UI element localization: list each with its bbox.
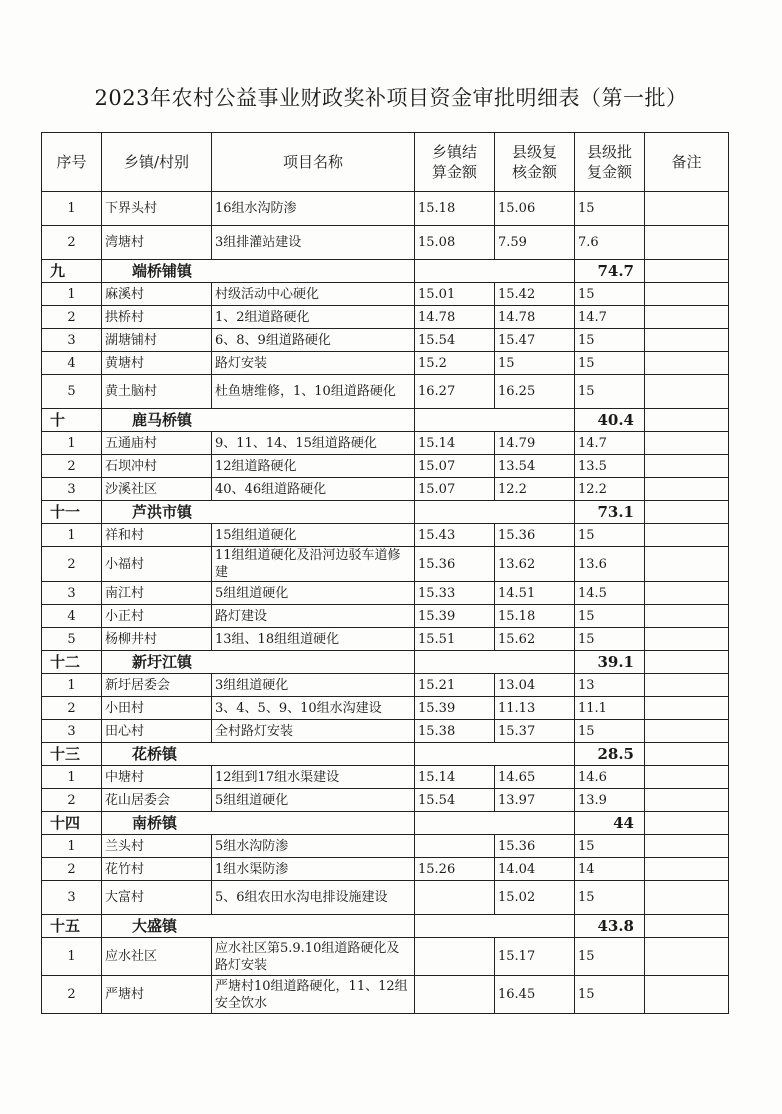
approve-amount: 7.6	[575, 226, 645, 260]
town-blank	[415, 409, 575, 432]
town-number: 十五	[42, 915, 102, 938]
village-name: 湾塘村	[102, 226, 212, 260]
review-amount: 15.36	[495, 835, 575, 858]
town-blank	[415, 915, 575, 938]
row-number: 1	[42, 192, 102, 226]
village-name: 小田村	[102, 697, 212, 720]
approve-amount: 13.9	[575, 789, 645, 812]
town-number: 九	[42, 260, 102, 283]
project-name: 12组到17组水渠建设	[212, 766, 415, 789]
town-total: 43.8	[575, 915, 645, 938]
project-name: 11组组道硬化及沿河边驳车道修建	[212, 547, 415, 582]
row-number: 1	[42, 432, 102, 455]
approve-amount: 12.2	[575, 478, 645, 501]
village-name: 新圩居委会	[102, 674, 212, 697]
project-name: 13组、18组组道硬化	[212, 628, 415, 651]
row-number: 4	[42, 352, 102, 375]
approve-amount: 14.7	[575, 432, 645, 455]
village-name: 黄塘村	[102, 352, 212, 375]
approve-amount: 15	[575, 192, 645, 226]
row-number: 2	[42, 226, 102, 260]
town-row	[42, 812, 729, 835]
note	[645, 352, 729, 375]
village-name: 拱桥村	[102, 306, 212, 329]
village-name: 花竹村	[102, 858, 212, 881]
row-number: 3	[42, 720, 102, 743]
row-number: 2	[42, 697, 102, 720]
town-note	[645, 409, 729, 432]
note	[645, 697, 729, 720]
project-name: 5、6组农田水沟电排设施建设	[212, 881, 415, 915]
town-note	[645, 743, 729, 766]
review-amount: 15.37	[495, 720, 575, 743]
table-row	[42, 605, 729, 628]
town-name: 芦洪市镇	[102, 501, 415, 524]
review-amount: 15.17	[495, 938, 575, 976]
town-blank	[415, 743, 575, 766]
page-title: 2023年农村公益事业财政奖补项目资金审批明细表（第一批）	[94, 86, 688, 110]
settle-amount	[415, 938, 495, 976]
table-row	[42, 192, 729, 226]
header-cell-note: 备注	[645, 133, 729, 192]
settle-amount: 15.18	[415, 192, 495, 226]
approve-amount: 15	[575, 835, 645, 858]
note	[645, 306, 729, 329]
project-name: 路灯建设	[212, 605, 415, 628]
settle-amount: 15.14	[415, 432, 495, 455]
town-blank	[415, 260, 575, 283]
review-amount: 15.47	[495, 329, 575, 352]
row-number: 2	[42, 858, 102, 881]
approve-amount: 13.6	[575, 547, 645, 582]
table-row	[42, 582, 729, 605]
project-name: 5组组道硬化	[212, 582, 415, 605]
town-name: 鹿马桥镇	[102, 409, 415, 432]
settle-amount: 15.51	[415, 628, 495, 651]
approve-amount: 14.6	[575, 766, 645, 789]
review-amount: 11.13	[495, 697, 575, 720]
table-row	[42, 674, 729, 697]
project-name: 1组水渠防渗	[212, 858, 415, 881]
table-body	[42, 192, 729, 1014]
town-note	[645, 260, 729, 283]
village-name: 花山居委会	[102, 789, 212, 812]
settle-amount: 15.07	[415, 455, 495, 478]
note	[645, 524, 729, 547]
row-number: 2	[42, 455, 102, 478]
town-blank	[415, 651, 575, 674]
town-row	[42, 501, 729, 524]
table-row	[42, 547, 729, 582]
settle-amount: 15.01	[415, 283, 495, 306]
row-number: 2	[42, 306, 102, 329]
project-name: 15组组道硬化	[212, 524, 415, 547]
town-total: 39.1	[575, 651, 645, 674]
note	[645, 605, 729, 628]
table-row	[42, 835, 729, 858]
review-amount: 14.51	[495, 582, 575, 605]
approve-amount: 15	[575, 352, 645, 375]
village-name: 中塘村	[102, 766, 212, 789]
table-row	[42, 938, 729, 976]
town-blank	[415, 812, 575, 835]
table-row	[42, 766, 729, 789]
project-name: 3组组道硬化	[212, 674, 415, 697]
table-row	[42, 524, 729, 547]
approve-amount: 15	[575, 329, 645, 352]
settle-amount	[415, 835, 495, 858]
header-cell-project: 项目名称	[212, 133, 415, 192]
village-name: 兰头村	[102, 835, 212, 858]
review-amount: 14.79	[495, 432, 575, 455]
note	[645, 976, 729, 1014]
note	[645, 582, 729, 605]
table-row	[42, 858, 729, 881]
town-row	[42, 409, 729, 432]
note	[645, 789, 729, 812]
village-name: 小福村	[102, 547, 212, 582]
note	[645, 329, 729, 352]
town-number: 十二	[42, 651, 102, 674]
approve-amount: 11.1	[575, 697, 645, 720]
review-amount: 13.04	[495, 674, 575, 697]
approve-amount: 15	[575, 605, 645, 628]
town-name: 端桥铺镇	[102, 260, 415, 283]
project-name: 村级活动中心硬化	[212, 283, 415, 306]
table-row	[42, 226, 729, 260]
table-row	[42, 329, 729, 352]
town-blank	[415, 501, 575, 524]
settle-amount: 15.36	[415, 547, 495, 582]
table-row	[42, 720, 729, 743]
table-row	[42, 283, 729, 306]
header-cell-no: 序号	[42, 133, 102, 192]
table-row	[42, 432, 729, 455]
note	[645, 674, 729, 697]
row-number: 1	[42, 283, 102, 306]
settle-amount: 15.2	[415, 352, 495, 375]
town-note	[645, 915, 729, 938]
village-name: 黄土脑村	[102, 375, 212, 409]
settle-amount: 15.33	[415, 582, 495, 605]
project-name: 1、2组道路硬化	[212, 306, 415, 329]
row-number: 5	[42, 628, 102, 651]
header-row	[42, 133, 729, 192]
table-row	[42, 478, 729, 501]
approve-amount: 15	[575, 976, 645, 1014]
row-number: 3	[42, 329, 102, 352]
approve-amount: 14.5	[575, 582, 645, 605]
village-name: 麻溪村	[102, 283, 212, 306]
note	[645, 455, 729, 478]
settle-amount: 15.38	[415, 720, 495, 743]
review-amount: 15.36	[495, 524, 575, 547]
project-name: 5组组道硬化	[212, 789, 415, 812]
settle-amount: 15.39	[415, 697, 495, 720]
table-row	[42, 789, 729, 812]
project-name: 40、46组道路硬化	[212, 478, 415, 501]
town-note	[645, 501, 729, 524]
settle-amount	[415, 881, 495, 915]
table-row	[42, 352, 729, 375]
project-name: 12组道路硬化	[212, 455, 415, 478]
village-name: 严塘村	[102, 976, 212, 1014]
note	[645, 283, 729, 306]
village-name: 下界头村	[102, 192, 212, 226]
approve-amount: 15	[575, 283, 645, 306]
note	[645, 547, 729, 582]
project-name: 16组水沟防渗	[212, 192, 415, 226]
note	[645, 720, 729, 743]
approve-amount: 15	[575, 375, 645, 409]
settle-amount: 15.54	[415, 789, 495, 812]
row-number: 1	[42, 835, 102, 858]
review-amount: 14.65	[495, 766, 575, 789]
approval-table	[41, 132, 729, 1014]
settle-amount: 15.54	[415, 329, 495, 352]
row-number: 3	[42, 582, 102, 605]
settle-amount: 15.26	[415, 858, 495, 881]
settle-amount: 15.43	[415, 524, 495, 547]
village-name: 田心村	[102, 720, 212, 743]
project-name: 杜鱼塘维修，1、10组道路硬化	[212, 375, 415, 409]
approve-amount: 13	[575, 674, 645, 697]
settle-amount: 15.21	[415, 674, 495, 697]
row-number: 3	[42, 881, 102, 915]
settle-amount: 15.39	[415, 605, 495, 628]
approve-amount: 15	[575, 628, 645, 651]
project-name: 6、8、9组道路硬化	[212, 329, 415, 352]
village-name: 小正村	[102, 605, 212, 628]
town-name: 花桥镇	[102, 743, 415, 766]
header-cell-settle: 乡镇结算金额	[415, 133, 495, 192]
settle-amount: 16.27	[415, 375, 495, 409]
table-row	[42, 697, 729, 720]
project-name: 路灯安装	[212, 352, 415, 375]
row-number: 1	[42, 938, 102, 976]
town-name: 大盛镇	[102, 915, 415, 938]
project-name: 严塘村10组道路硬化，11、12组安全饮水	[212, 976, 415, 1014]
review-amount: 15.06	[495, 192, 575, 226]
review-amount: 14.78	[495, 306, 575, 329]
settle-amount	[415, 976, 495, 1014]
row-number: 4	[42, 605, 102, 628]
note	[645, 628, 729, 651]
town-total: 28.5	[575, 743, 645, 766]
note	[645, 881, 729, 915]
approve-amount: 13.5	[575, 455, 645, 478]
row-number: 2	[42, 789, 102, 812]
town-note	[645, 812, 729, 835]
table-row	[42, 455, 729, 478]
village-name: 应水社区	[102, 938, 212, 976]
town-row	[42, 743, 729, 766]
review-amount: 15.18	[495, 605, 575, 628]
header-cell-village: 乡镇/村别	[102, 133, 212, 192]
review-amount: 15.42	[495, 283, 575, 306]
table-row	[42, 976, 729, 1014]
review-amount: 16.25	[495, 375, 575, 409]
header-cell-review: 县级复核金额	[495, 133, 575, 192]
approve-amount: 14.7	[575, 306, 645, 329]
town-note	[645, 651, 729, 674]
village-name: 祥和村	[102, 524, 212, 547]
note	[645, 835, 729, 858]
settle-amount: 14.78	[415, 306, 495, 329]
note	[645, 858, 729, 881]
note	[645, 375, 729, 409]
review-amount: 16.45	[495, 976, 575, 1014]
settle-amount: 15.07	[415, 478, 495, 501]
town-row	[42, 260, 729, 283]
town-name: 南桥镇	[102, 812, 415, 835]
approve-amount: 15	[575, 881, 645, 915]
village-name: 大富村	[102, 881, 212, 915]
village-name: 沙溪社区	[102, 478, 212, 501]
row-number: 3	[42, 478, 102, 501]
review-amount: 15.62	[495, 628, 575, 651]
town-name: 新圩江镇	[102, 651, 415, 674]
review-amount: 15.02	[495, 881, 575, 915]
review-amount: 7.59	[495, 226, 575, 260]
village-name: 杨柳井村	[102, 628, 212, 651]
village-name: 五通庙村	[102, 432, 212, 455]
town-total: 73.1	[575, 501, 645, 524]
review-amount: 13.54	[495, 455, 575, 478]
town-row	[42, 915, 729, 938]
note	[645, 766, 729, 789]
review-amount: 13.97	[495, 789, 575, 812]
note	[645, 192, 729, 226]
note	[645, 226, 729, 260]
town-total: 44	[575, 812, 645, 835]
table-row	[42, 881, 729, 915]
row-number: 2	[42, 976, 102, 1014]
approve-amount: 15	[575, 524, 645, 547]
town-number: 十四	[42, 812, 102, 835]
note	[645, 432, 729, 455]
approve-amount: 15	[575, 938, 645, 976]
row-number: 2	[42, 547, 102, 582]
project-name: 5组水沟防渗	[212, 835, 415, 858]
village-name: 石坝冲村	[102, 455, 212, 478]
note	[645, 938, 729, 976]
village-name: 湖塘铺村	[102, 329, 212, 352]
settle-amount: 15.14	[415, 766, 495, 789]
review-amount: 12.2	[495, 478, 575, 501]
project-name: 全村路灯安装	[212, 720, 415, 743]
row-number: 5	[42, 375, 102, 409]
row-number: 1	[42, 674, 102, 697]
town-number: 十	[42, 409, 102, 432]
header-cell-approve: 县级批复金额	[575, 133, 645, 192]
approve-amount: 15	[575, 720, 645, 743]
project-name: 9、11、14、15组道路硬化	[212, 432, 415, 455]
town-number: 十一	[42, 501, 102, 524]
table-row	[42, 306, 729, 329]
town-number: 十三	[42, 743, 102, 766]
settle-amount: 15.08	[415, 226, 495, 260]
approve-amount: 14	[575, 858, 645, 881]
town-total: 74.7	[575, 260, 645, 283]
village-name: 南江村	[102, 582, 212, 605]
town-total: 40.4	[575, 409, 645, 432]
review-amount: 13.62	[495, 547, 575, 582]
project-name: 3组排灌站建设	[212, 226, 415, 260]
town-row	[42, 651, 729, 674]
review-amount: 15	[495, 352, 575, 375]
note	[645, 478, 729, 501]
project-name: 应水社区第5.9.10组道路硬化及路灯安装	[212, 938, 415, 976]
table-row	[42, 375, 729, 409]
row-number: 1	[42, 524, 102, 547]
review-amount: 14.04	[495, 858, 575, 881]
table-row	[42, 628, 729, 651]
row-number: 1	[42, 766, 102, 789]
project-name: 3、4、5、9、10组水沟建设	[212, 697, 415, 720]
